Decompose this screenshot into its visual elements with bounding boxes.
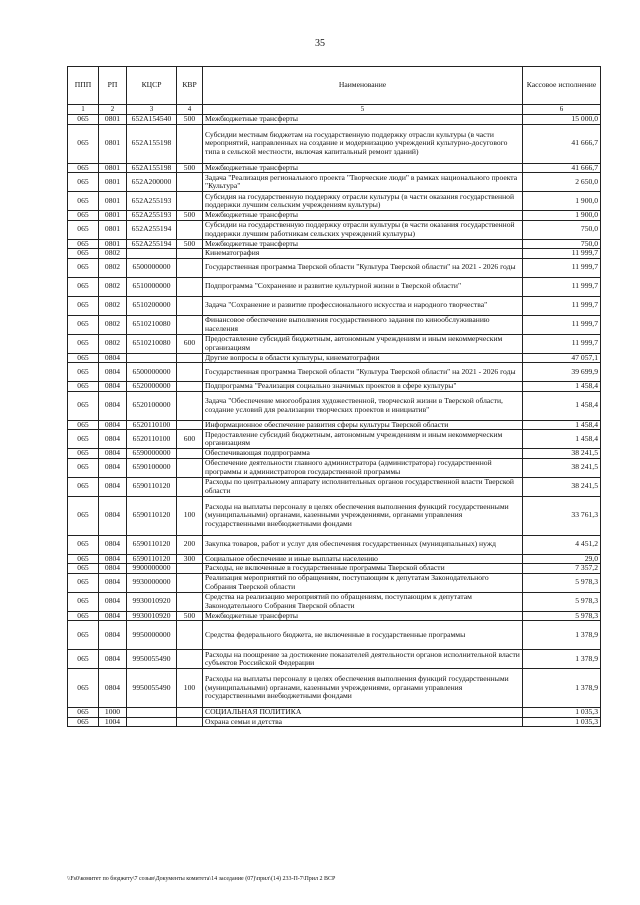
header-kcsr: КЦСР xyxy=(127,67,177,105)
column-index-row xyxy=(68,105,601,115)
cell-ppp: 065 xyxy=(68,420,99,430)
cell-kcsr: 6510210080 xyxy=(127,315,177,334)
cell-rp: 0802 xyxy=(99,296,127,315)
cell-amount: 1 458,4 xyxy=(523,430,601,449)
cell-name: Межбюджетные трансферты xyxy=(203,115,523,125)
cell-kvr xyxy=(177,382,203,392)
cell-kcsr: 652А255194 xyxy=(127,220,177,239)
cell-name: Задача "Обеспечение многообразия художественной, творческой жизни в Тверской области, создание условий для реализации творческих проектов и инициатив" xyxy=(203,391,523,420)
column-index: 5 xyxy=(203,105,523,115)
column-index: 2 xyxy=(99,105,127,115)
header-ppp: ППП xyxy=(68,67,99,105)
cell-rp: 1000 xyxy=(99,708,127,718)
cell-rp: 0801 xyxy=(99,115,127,125)
cell-name: Подпрограмма "Реализация социально значимых проектов в сфере культуры" xyxy=(203,382,523,392)
cell-rp: 0801 xyxy=(99,192,127,211)
cell-ppp: 065 xyxy=(68,650,99,669)
cell-kcsr: 652А255193 xyxy=(127,211,177,221)
column-index: 4 xyxy=(177,105,203,115)
cell-rp: 0804 xyxy=(99,391,127,420)
header-row xyxy=(68,67,601,105)
cell-name: Информационное обеспечение развития сферы культуры Тверской области xyxy=(203,420,523,430)
cell-rp: 0804 xyxy=(99,477,127,496)
table-row xyxy=(68,449,601,459)
cell-name: Обеспечение деятельности главного администратора (администратора) государственной программы и администраторов государственной программы xyxy=(203,458,523,477)
cell-kcsr: 6510210080 xyxy=(127,334,177,353)
table-row xyxy=(68,163,601,173)
cell-kcsr: 6520110100 xyxy=(127,420,177,430)
cell-rp: 0804 xyxy=(99,650,127,669)
cell-ppp: 065 xyxy=(68,315,99,334)
cell-name: Субсидии на государственную поддержку отрасли культуры (в части оказания государственной поддержки лучшим работникам сельских учреждений культуры) xyxy=(203,220,523,239)
table-row xyxy=(68,717,601,727)
cell-amount: 41 666,7 xyxy=(523,124,601,163)
table-row xyxy=(68,430,601,449)
cell-kcsr: 9930000000 xyxy=(127,573,177,592)
cell-name: СОЦИАЛЬНАЯ ПОЛИТИКА xyxy=(203,708,523,718)
cell-amount: 1 458,4 xyxy=(523,382,601,392)
table-row xyxy=(68,611,601,621)
cell-name: Средства федерального бюджета, не включенные в государственные программы xyxy=(203,621,523,650)
cell-amount: 38 241,5 xyxy=(523,449,601,459)
cell-kvr xyxy=(177,296,203,315)
cell-kvr xyxy=(177,717,203,727)
cell-name: Межбюджетные трансферты xyxy=(203,239,523,249)
cell-rp: 0801 xyxy=(99,211,127,221)
cell-rp: 0802 xyxy=(99,249,127,259)
cell-ppp: 065 xyxy=(68,592,99,611)
cell-kvr: 200 xyxy=(177,535,203,554)
cell-amount: 11 999,7 xyxy=(523,277,601,296)
cell-name: Задача "Сохранение и развитие профессионального искусства и народного творчества" xyxy=(203,296,523,315)
table-row xyxy=(68,115,601,125)
table-row xyxy=(68,458,601,477)
cell-kcsr: 6520100000 xyxy=(127,391,177,420)
cell-amount: 5 978,3 xyxy=(523,573,601,592)
header-rp: РП xyxy=(99,67,127,105)
cell-ppp: 065 xyxy=(68,708,99,718)
cell-amount: 2 650,0 xyxy=(523,173,601,192)
cell-ppp: 065 xyxy=(68,611,99,621)
table-row xyxy=(68,708,601,718)
cell-name: Межбюджетные трансферты xyxy=(203,163,523,173)
cell-amount: 29,0 xyxy=(523,554,601,564)
cell-name: Подпрограмма "Сохранение и развитие культурной жизни в Тверской области" xyxy=(203,277,523,296)
cell-amount: 4 451,2 xyxy=(523,535,601,554)
cell-kvr xyxy=(177,173,203,192)
cell-amount: 33 761,3 xyxy=(523,496,601,535)
cell-name: Расходы на выплаты персоналу в целях обеспечения выполнения функций государственными (муниципальными) органами, казенными учреждениями, органами управления государственными внебюджетными фондами xyxy=(203,496,523,535)
cell-kcsr: 9950000000 xyxy=(127,621,177,650)
cell-rp: 0802 xyxy=(99,258,127,277)
cell-name: Средства на реализацию мероприятий по обращениям, поступающим к депутатам Законодательного Собрания Тверской области xyxy=(203,592,523,611)
cell-ppp: 065 xyxy=(68,334,99,353)
cell-name: Предоставление субсидий бюджетным, автономным учреждениям и иным некоммерческим организациям xyxy=(203,334,523,353)
table-row xyxy=(68,592,601,611)
cell-kvr: 100 xyxy=(177,669,203,708)
cell-rp: 0804 xyxy=(99,449,127,459)
table-row xyxy=(68,420,601,430)
cell-kvr xyxy=(177,258,203,277)
cell-kvr xyxy=(177,477,203,496)
cell-amount: 38 241,5 xyxy=(523,458,601,477)
cell-kvr: 500 xyxy=(177,211,203,221)
cell-kvr xyxy=(177,592,203,611)
cell-amount: 11 999,7 xyxy=(523,315,601,334)
cell-amount: 15 000,0 xyxy=(523,115,601,125)
cell-kcsr: 9950055490 xyxy=(127,650,177,669)
table-row xyxy=(68,239,601,249)
cell-kcsr: 6590110120 xyxy=(127,496,177,535)
table-row xyxy=(68,621,601,650)
cell-ppp: 065 xyxy=(68,477,99,496)
cell-kvr xyxy=(177,420,203,430)
cell-kvr xyxy=(177,621,203,650)
table-row xyxy=(68,249,601,259)
cell-ppp: 065 xyxy=(68,211,99,221)
cell-amount: 41 666,7 xyxy=(523,163,601,173)
cell-amount: 1 378,9 xyxy=(523,650,601,669)
cell-amount: 1 035,3 xyxy=(523,708,601,718)
budget-execution-table xyxy=(67,66,601,727)
cell-amount: 11 999,7 xyxy=(523,249,601,259)
cell-rp: 0804 xyxy=(99,554,127,564)
cell-amount: 750,0 xyxy=(523,239,601,249)
cell-rp: 0801 xyxy=(99,239,127,249)
cell-rp: 0801 xyxy=(99,124,127,163)
cell-ppp: 065 xyxy=(68,535,99,554)
table-row xyxy=(68,220,601,239)
cell-kvr: 500 xyxy=(177,115,203,125)
cell-amount: 1 378,9 xyxy=(523,669,601,708)
cell-rp: 0804 xyxy=(99,382,127,392)
cell-name: Другие вопросы в области культуры, кинематографии xyxy=(203,353,523,363)
cell-kvr xyxy=(177,277,203,296)
cell-amount: 1 900,0 xyxy=(523,192,601,211)
cell-kcsr: 6590000000 xyxy=(127,449,177,459)
cell-rp: 0802 xyxy=(99,334,127,353)
cell-rp: 0804 xyxy=(99,353,127,363)
table-row xyxy=(68,669,601,708)
cell-rp: 0804 xyxy=(99,573,127,592)
cell-name: Социальное обеспечение и иные выплаты населению xyxy=(203,554,523,564)
cell-kcsr xyxy=(127,708,177,718)
cell-kcsr xyxy=(127,353,177,363)
cell-kcsr: 6510000000 xyxy=(127,277,177,296)
table-row xyxy=(68,382,601,392)
cell-kvr: 500 xyxy=(177,239,203,249)
cell-rp: 1004 xyxy=(99,717,127,727)
cell-kcsr: 9950055490 xyxy=(127,669,177,708)
table-row xyxy=(68,277,601,296)
table-row xyxy=(68,258,601,277)
cell-kcsr: 652А155198 xyxy=(127,124,177,163)
table-row xyxy=(68,496,601,535)
table-row xyxy=(68,296,601,315)
cell-kvr xyxy=(177,249,203,259)
cell-ppp: 065 xyxy=(68,249,99,259)
cell-ppp: 065 xyxy=(68,239,99,249)
cell-kcsr: 6590110120 xyxy=(127,477,177,496)
cell-name: Государственная программа Тверской области "Культура Тверской области" на 2021 - 2026 годы xyxy=(203,258,523,277)
cell-name: Охрана семьи и детства xyxy=(203,717,523,727)
table-row xyxy=(68,315,601,334)
cell-kcsr xyxy=(127,249,177,259)
table-row xyxy=(68,564,601,574)
cell-amount: 750,0 xyxy=(523,220,601,239)
cell-kvr xyxy=(177,449,203,459)
header-name: Наименование xyxy=(203,67,523,105)
cell-rp: 0804 xyxy=(99,621,127,650)
table-row xyxy=(68,363,601,382)
cell-ppp: 065 xyxy=(68,458,99,477)
cell-name: Обеспечивающая подпрограмма xyxy=(203,449,523,459)
table-body xyxy=(68,115,601,727)
cell-name: Закупка товаров, работ и услуг для обеспечения государственных (муниципальных) нужд xyxy=(203,535,523,554)
cell-kvr xyxy=(177,573,203,592)
cell-kvr xyxy=(177,124,203,163)
cell-ppp: 065 xyxy=(68,258,99,277)
cell-kcsr: 652А255193 xyxy=(127,192,177,211)
cell-ppp: 065 xyxy=(68,124,99,163)
cell-ppp: 065 xyxy=(68,717,99,727)
cell-kvr xyxy=(177,220,203,239)
cell-kcsr: 652А155198 xyxy=(127,163,177,173)
column-index: 1 xyxy=(68,105,99,115)
cell-kvr xyxy=(177,192,203,211)
cell-kcsr: 6500000000 xyxy=(127,258,177,277)
cell-ppp: 065 xyxy=(68,163,99,173)
cell-rp: 0804 xyxy=(99,535,127,554)
cell-ppp: 065 xyxy=(68,621,99,650)
cell-ppp: 065 xyxy=(68,573,99,592)
cell-ppp: 065 xyxy=(68,173,99,192)
table-row xyxy=(68,535,601,554)
cell-kvr xyxy=(177,708,203,718)
cell-amount: 7 357,2 xyxy=(523,564,601,574)
cell-rp: 0804 xyxy=(99,592,127,611)
cell-name: Финансовое обеспечение выполнения государственного задания по кинообслуживанию населения xyxy=(203,315,523,334)
cell-kcsr: 652А200000 xyxy=(127,173,177,192)
cell-amount: 1 378,9 xyxy=(523,621,601,650)
cell-amount: 1 900,0 xyxy=(523,211,601,221)
cell-kvr: 100 xyxy=(177,496,203,535)
cell-ppp: 065 xyxy=(68,220,99,239)
cell-name: Межбюджетные трансферты xyxy=(203,211,523,221)
cell-kvr xyxy=(177,315,203,334)
cell-kcsr: 6590110120 xyxy=(127,554,177,564)
cell-kvr: 600 xyxy=(177,430,203,449)
cell-ppp: 065 xyxy=(68,382,99,392)
cell-amount: 11 999,7 xyxy=(523,296,601,315)
cell-kvr xyxy=(177,650,203,669)
cell-rp: 0804 xyxy=(99,564,127,574)
table-row xyxy=(68,173,601,192)
cell-name: Расходы на поощрение за достижение показателей деятельности органов исполнительной власти субъектов Российской Федерации xyxy=(203,650,523,669)
cell-ppp: 065 xyxy=(68,669,99,708)
cell-kcsr: 9900000000 xyxy=(127,564,177,574)
cell-kcsr: 652А154540 xyxy=(127,115,177,125)
cell-rp: 0801 xyxy=(99,173,127,192)
cell-kvr xyxy=(177,391,203,420)
cell-name: Расходы по центральному аппарату исполнительных органов государственной власти Тверской области xyxy=(203,477,523,496)
cell-kvr: 500 xyxy=(177,611,203,621)
cell-kvr xyxy=(177,363,203,382)
table-row xyxy=(68,554,601,564)
cell-ppp: 065 xyxy=(68,449,99,459)
cell-name: Кинематография xyxy=(203,249,523,259)
cell-kcsr: 6510200000 xyxy=(127,296,177,315)
cell-kcsr: 6590100000 xyxy=(127,458,177,477)
cell-amount: 11 999,7 xyxy=(523,334,601,353)
cell-rp: 0801 xyxy=(99,220,127,239)
cell-ppp: 065 xyxy=(68,115,99,125)
cell-name: Задача "Реализация регионального проекта "Творческие люди" в рамках национального проекта "Культура" xyxy=(203,173,523,192)
cell-amount: 39 699,9 xyxy=(523,363,601,382)
cell-rp: 0804 xyxy=(99,669,127,708)
cell-kcsr: 6590110120 xyxy=(127,535,177,554)
cell-amount: 11 999,7 xyxy=(523,258,601,277)
cell-rp: 0804 xyxy=(99,611,127,621)
cell-name: Субсидия на государственную поддержку отрасли культуры (в части оказания государственной поддержки лучшим сельским учреждениям культуры) xyxy=(203,192,523,211)
cell-rp: 0804 xyxy=(99,458,127,477)
cell-ppp: 065 xyxy=(68,296,99,315)
table-row xyxy=(68,650,601,669)
cell-kcsr: 6500000000 xyxy=(127,363,177,382)
table-row xyxy=(68,391,601,420)
cell-kvr xyxy=(177,353,203,363)
cell-kcsr: 652А255194 xyxy=(127,239,177,249)
cell-ppp: 065 xyxy=(68,353,99,363)
table-row xyxy=(68,573,601,592)
cell-kcsr: 9930010920 xyxy=(127,611,177,621)
cell-kvr: 300 xyxy=(177,554,203,564)
cell-amount: 1 458,4 xyxy=(523,391,601,420)
cell-kvr xyxy=(177,564,203,574)
page-number: 35 xyxy=(315,38,325,49)
column-index: 6 xyxy=(523,105,601,115)
cell-rp: 0804 xyxy=(99,363,127,382)
cell-rp: 0802 xyxy=(99,277,127,296)
cell-ppp: 065 xyxy=(68,192,99,211)
cell-name: Предоставление субсидий бюджетным, автономным учреждениям и иным некоммерческим организациям xyxy=(203,430,523,449)
header-execution: Кассовое исполнение xyxy=(523,67,601,105)
cell-name: Расходы на выплаты персоналу в целях обеспечения выполнения функций государственными (муниципальными) органами, казенными учреждениями, органами управления государственными внебюджетными фондами xyxy=(203,669,523,708)
cell-kvr: 600 xyxy=(177,334,203,353)
cell-name: Реализация мероприятий по обращениям, поступающим к депутатам Законодательного Собрания Тверской области xyxy=(203,573,523,592)
table-row xyxy=(68,477,601,496)
cell-amount: 5 978,3 xyxy=(523,611,601,621)
cell-kcsr: 6520110100 xyxy=(127,430,177,449)
cell-rp: 0804 xyxy=(99,496,127,535)
cell-ppp: 065 xyxy=(68,430,99,449)
cell-kvr: 500 xyxy=(177,163,203,173)
header-kvr: КВР xyxy=(177,67,203,105)
cell-ppp: 065 xyxy=(68,391,99,420)
cell-ppp: 065 xyxy=(68,277,99,296)
cell-amount: 47 057,1 xyxy=(523,353,601,363)
table-row xyxy=(68,124,601,163)
cell-rp: 0804 xyxy=(99,420,127,430)
cell-kcsr: 6520000000 xyxy=(127,382,177,392)
cell-amount: 1 035,3 xyxy=(523,717,601,727)
cell-rp: 0802 xyxy=(99,315,127,334)
cell-amount: 1 458,4 xyxy=(523,420,601,430)
cell-name: Государственная программа Тверской области "Культура Тверской области" на 2021 - 2026 годы xyxy=(203,363,523,382)
cell-name: Расходы, не включенные в государственные программы Тверской области xyxy=(203,564,523,574)
cell-ppp: 065 xyxy=(68,363,99,382)
cell-rp: 0804 xyxy=(99,430,127,449)
table-row xyxy=(68,211,601,221)
column-index: 3 xyxy=(127,105,177,115)
cell-ppp: 065 xyxy=(68,554,99,564)
cell-name: Межбюджетные трансферты xyxy=(203,611,523,621)
footer-file-path: \\Fs0\комитет по бюджету\7 созыв\Документы комитета\14 заседание (07)\прил\(14) 233-П-7\Прил 2 ВСР xyxy=(67,876,336,882)
table-row xyxy=(68,353,601,363)
cell-ppp: 065 xyxy=(68,496,99,535)
table-row xyxy=(68,334,601,353)
table-row xyxy=(68,192,601,211)
cell-amount: 5 978,3 xyxy=(523,592,601,611)
cell-kvr xyxy=(177,458,203,477)
cell-rp: 0801 xyxy=(99,163,127,173)
cell-kcsr xyxy=(127,717,177,727)
cell-kcsr: 9930010920 xyxy=(127,592,177,611)
cell-amount: 38 241,5 xyxy=(523,477,601,496)
cell-ppp: 065 xyxy=(68,564,99,574)
cell-name: Субсидии местным бюджетам на государственную поддержку отрасли культуры (в части мероприятий, направленных на создание и модернизацию учреждений культурно-досугового типа в сельской местности, включая капитальный ремонт зданий) xyxy=(203,124,523,163)
